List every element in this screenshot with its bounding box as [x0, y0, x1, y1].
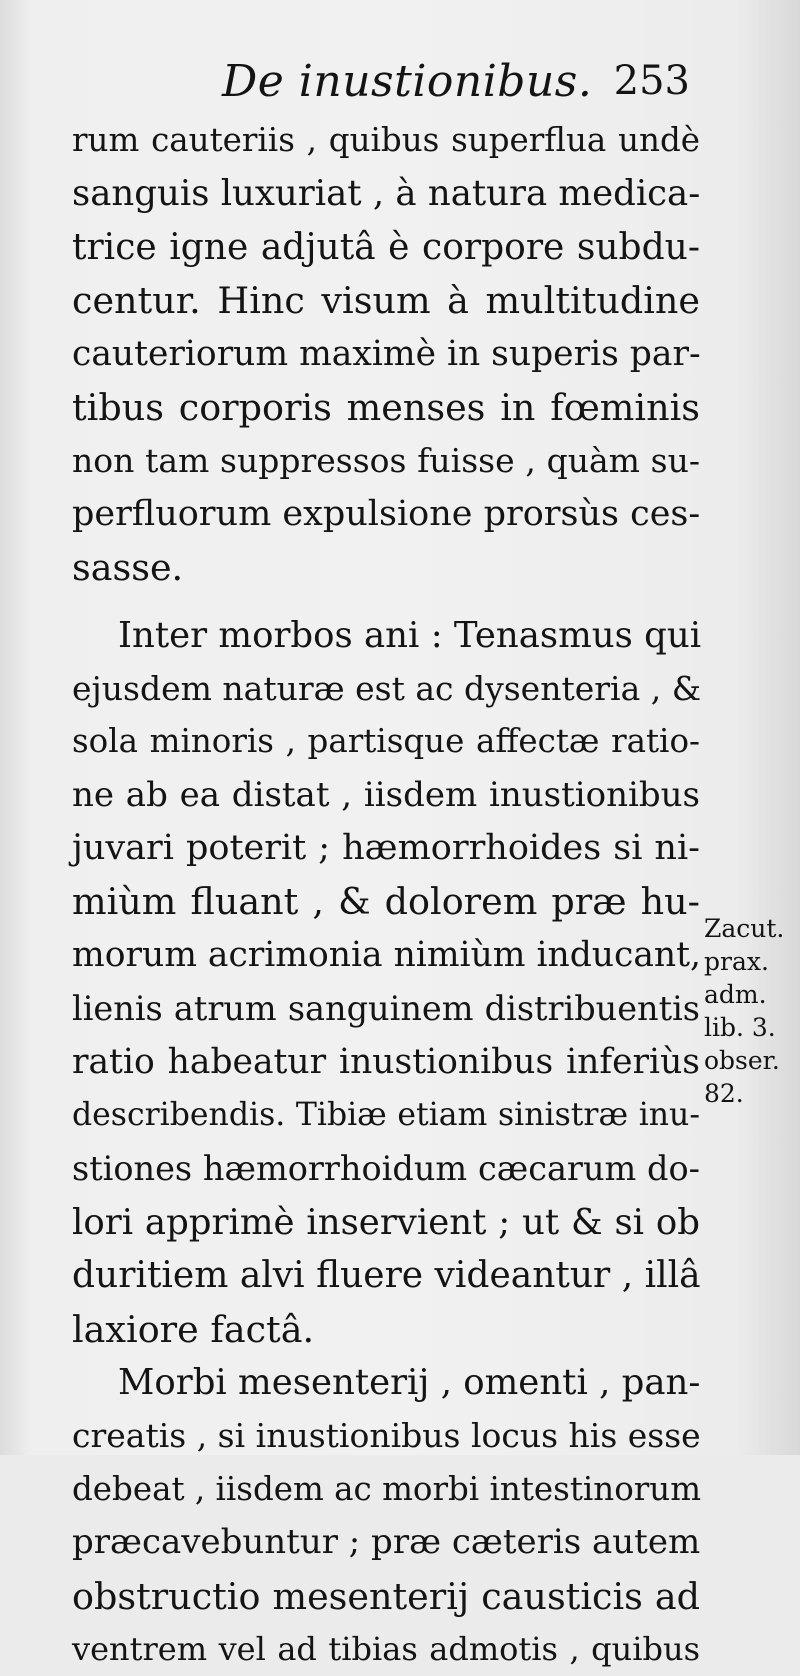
paragraph: [72, 114, 700, 595]
text-line: juvari poterit ; hæmorrhoides si ni-: [72, 828, 700, 869]
margin-note-line: prax.: [704, 947, 769, 976]
paragraph: [72, 1356, 700, 1676]
text-line: debeat , iisdem ac morbi intestinorum: [72, 1469, 702, 1508]
text-line: ventrem vel ad tibias admotis , quibus: [72, 1629, 700, 1668]
margin-note: [704, 912, 794, 1110]
margin-note-line: 82.: [704, 1079, 744, 1108]
text-line: miùm fluant , & dolorem præ hu-: [72, 880, 700, 924]
margin-note-line: obser.: [704, 1046, 780, 1075]
page-number: 253: [613, 58, 690, 104]
text-line: sanguis luxuriat , à natura medica-: [72, 173, 701, 215]
body-text: [72, 114, 700, 1676]
text-line: non tam suppressos fuisse , quàm su-: [72, 441, 700, 481]
text-line: duritiem alvi fluere videantur , illâ: [72, 1255, 701, 1297]
text-line: centur. Hinc visum à multitudine: [72, 279, 700, 323]
text-line: perfluorum expulsione prorsùs ces-: [72, 493, 701, 534]
text-line: obstructio mesenterij causticis ad: [72, 1574, 700, 1618]
text-line: sola minoris , partisque affectæ ratio-: [72, 722, 700, 761]
text-line: lienis atrum sanguinem distribuentis: [72, 989, 700, 1029]
text-line: ratio habeatur inustionibus inferiùs: [72, 1041, 700, 1082]
running-head: De inustionibus.: [222, 56, 593, 107]
text-line: Inter morbos ani : Tenasmus qui: [118, 614, 702, 656]
text-line: laxiore factâ.: [72, 1307, 315, 1351]
text-line: morum acrimonia nimiùm inducant,: [72, 934, 701, 975]
text-line: creatis , si inustionibus locus his esse: [72, 1416, 701, 1456]
margin-note-line: lib. 3.: [704, 1013, 776, 1042]
text-line: Morbi mesenterij , omenti , pan-: [118, 1361, 701, 1403]
text-line: stiones hæmorrhoidum cæcarum do-: [72, 1149, 700, 1189]
text-line: rum cauteriis , quibus superflua undè: [72, 121, 700, 159]
text-line: lori apprimè inservient ; ut & si ob: [72, 1201, 700, 1243]
text-line: cauteriorum maximè in superis par-: [72, 333, 701, 374]
text-line: præcavebuntur ; præ cæteris autem: [72, 1522, 701, 1563]
margin-note-line: adm.: [704, 980, 767, 1009]
text-line: tibus corporis menses in fœminis: [72, 385, 700, 429]
text-line: sasse.: [72, 546, 184, 590]
margin-note-line: Zacut.: [704, 914, 785, 943]
text-line: trice igne adjutâ è corpore subdu-: [72, 226, 700, 268]
paragraph-gap: [72, 595, 700, 609]
page-header: [210, 56, 690, 116]
text-line: describendis. Tibiæ etiam sinistræ inu-: [72, 1097, 700, 1134]
text-line: ne ab ea distat , iisdem inustionibus: [72, 774, 700, 815]
paragraph: [72, 609, 700, 1356]
text-line: ejusdem naturæ est ac dysenteria , &: [72, 668, 702, 708]
